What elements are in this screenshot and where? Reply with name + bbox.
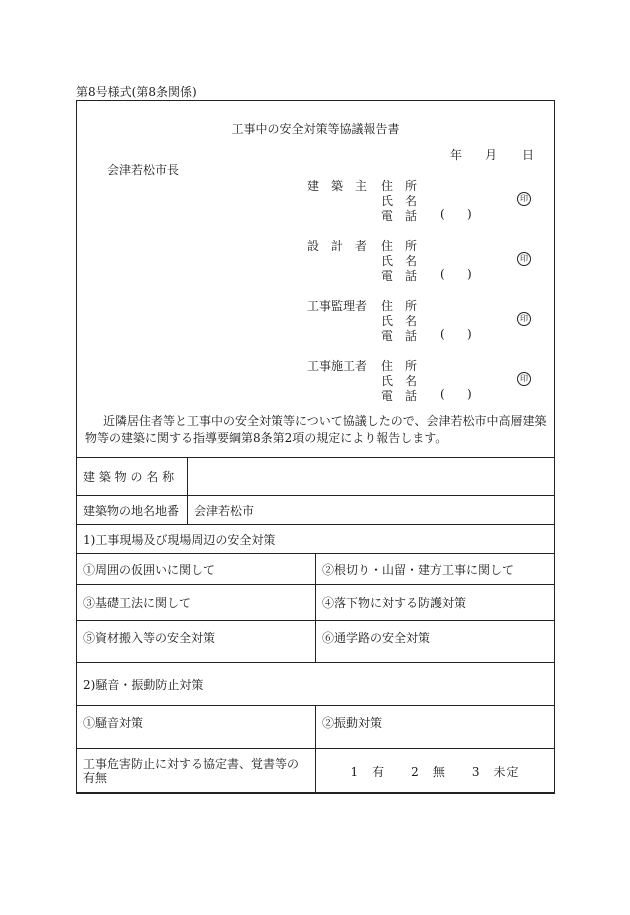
field-phone-label: 電 話 (381, 209, 418, 223)
lot-number-field[interactable]: 会津若松市 (188, 496, 555, 525)
date-month-label: 月 (485, 148, 498, 162)
field-address-label: 住 所 (381, 359, 418, 373)
noise-item-2[interactable]: ②振動対策 (316, 706, 555, 749)
field-phone-label: 電 話 (381, 269, 418, 283)
field-phone-label: 電 話 (381, 389, 418, 403)
field-address-label: 住 所 (381, 239, 418, 253)
field-name-label: 氏 名 (381, 254, 418, 268)
noise-item-1[interactable]: ①騒音対策 (77, 706, 316, 749)
party-role-supervisor: 工事監理者 (307, 299, 368, 313)
phone-paren-open: ( (440, 387, 445, 401)
party-role-owner: 建 築 主 (307, 179, 368, 193)
table-row (77, 496, 555, 525)
form-number: 第8号様式(第8条関係) (76, 85, 197, 99)
field-name-label: 氏 名 (381, 194, 418, 208)
safety-item-4[interactable]: ④落下物に対する防護対策 (316, 585, 555, 621)
table-row (77, 458, 555, 496)
section-site-safety: 1)工事現場及び現場周辺の安全対策 (77, 525, 555, 554)
table-row (77, 554, 555, 585)
phone-paren-close: ) (467, 387, 472, 401)
table-row (77, 749, 555, 794)
safety-item-3[interactable]: ③基礎工法に関して (77, 585, 316, 621)
field-phone-label: 電 話 (381, 329, 418, 343)
section-noise-vibration: 2)騒音・振動防止対策 (77, 663, 555, 706)
form-title: 工事中の安全対策等協議報告書 (231, 122, 400, 136)
building-name-label: 建 築 物 の 名 称 (77, 458, 188, 496)
seal-mark-icon: 印 (517, 312, 531, 326)
phone-paren-open: ( (440, 267, 445, 281)
form-frame (76, 100, 555, 793)
lot-number-label: 建築物の地名地番 (77, 496, 188, 525)
details-table (76, 457, 555, 525)
addressee: 会津若松市長 (107, 163, 180, 177)
seal-mark-icon: 印 (517, 192, 531, 206)
safety-table (76, 524, 555, 794)
date-year-label: 年 (450, 148, 463, 162)
table-row (77, 525, 555, 554)
agreement-options[interactable]: 1 有 2 無 3 未定 (316, 749, 555, 794)
seal-mark-icon: 印 (517, 252, 531, 266)
phone-paren-close: ) (467, 267, 472, 281)
field-name-label: 氏 名 (381, 314, 418, 328)
table-row (77, 706, 555, 749)
phone-paren-open: ( (440, 327, 445, 341)
field-address-label: 住 所 (381, 179, 418, 193)
phone-paren-close: ) (467, 207, 472, 221)
table-row (77, 585, 555, 621)
party-role-contractor: 工事施工者 (307, 359, 368, 373)
date-day-label: 日 (522, 148, 535, 162)
report-statement: 近隣居住者等と工事中の安全対策等について協議したので、会津若松市中高層建築物等の建築に関する指導要綱第8条第2項の規定により報告します。 (85, 414, 547, 445)
agreement-label: 工事危害防止に対する協定書、覚書等の有無 (77, 749, 316, 794)
safety-item-5[interactable]: ⑤資材搬入等の安全対策 (77, 621, 316, 663)
seal-mark-icon: 印 (517, 372, 531, 386)
phone-paren-close: ) (467, 327, 472, 341)
table-row (77, 621, 555, 663)
field-name-label: 氏 名 (381, 374, 418, 388)
party-role-designer: 設 計 者 (307, 239, 368, 253)
table-row (77, 663, 555, 706)
field-address-label: 住 所 (381, 299, 418, 313)
building-name-field[interactable] (188, 458, 555, 496)
safety-item-1[interactable]: ①周囲の仮囲いに関して (77, 554, 316, 585)
phone-paren-open: ( (440, 207, 445, 221)
safety-item-6[interactable]: ⑥通学路の安全対策 (316, 621, 555, 663)
safety-item-2[interactable]: ②根切り・山留・建方工事に関して (316, 554, 555, 585)
